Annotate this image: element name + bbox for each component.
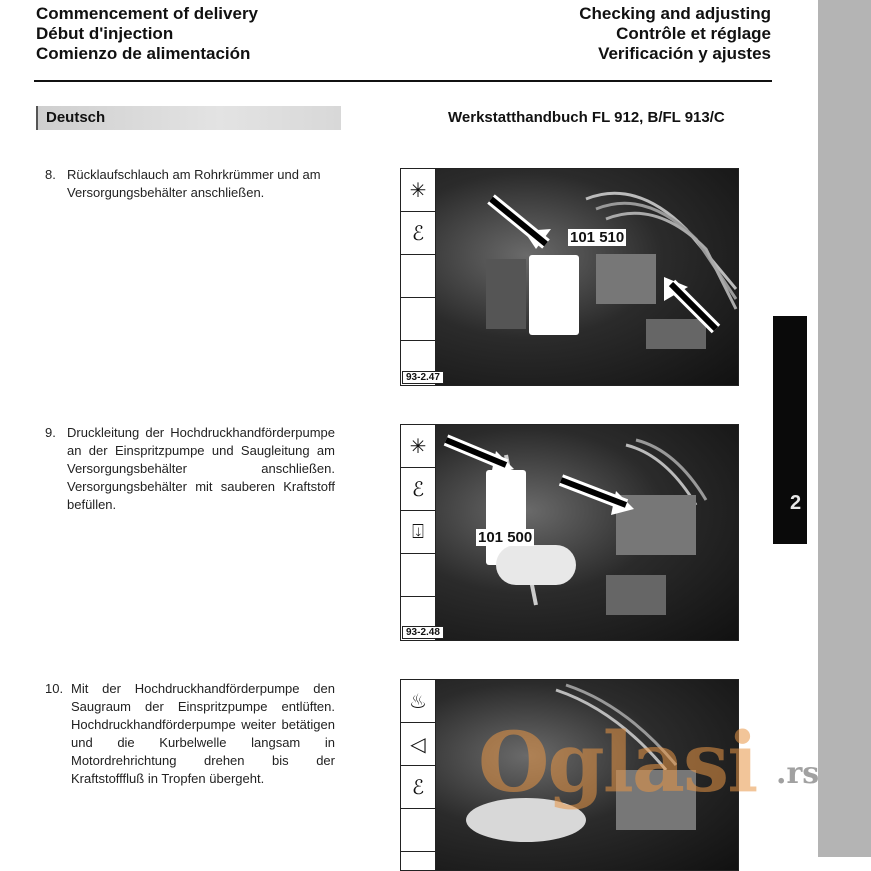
hand [496,545,576,585]
language-label: Deutsch [46,109,106,126]
empty-icon-cell [401,255,435,298]
wrench-icon: ℰ [401,766,435,809]
step-number: 9. [45,425,56,440]
header-right-line: Checking and adjusting [579,4,771,23]
figure-1 [400,168,739,386]
step-number: 8. [45,167,56,182]
fill-container-icon: ⍗ [401,511,435,554]
header-right-line: Contrôle et réglage [616,24,771,43]
angle-icon: ◁ [401,723,435,766]
step-number: 10. [45,681,64,696]
step-text: Druckleitung der Hochdruckhandförderpumpe an der Einspritzpumpe und Saugleitung am Versorgungsbehälter anschließen. Versorgungsbehälter mit sauberen Kraftstoff befüllen. [67,425,335,512]
watermark-logo: Oglasi [478,715,757,811]
part-number-label: 101 500 [478,529,533,546]
header-right-line: Verificación y ajustes [598,44,771,63]
empty-icon-cell [401,554,435,597]
chapter-number: 2 [790,492,802,514]
figure-2 [400,424,739,641]
engine-photo [436,425,738,640]
empty-icon-cell [401,298,435,341]
header-left [36,4,258,64]
supply-container [529,255,579,335]
empty-icon-cell [401,809,435,852]
header-rule [34,80,772,82]
figure-icon-column [401,680,436,870]
figure-icon-column [401,425,436,640]
watermark-tld: .rs [776,756,820,791]
header-left-line: Commencement of delivery [36,4,259,23]
heat-vent-icon: ♨ [401,680,435,723]
wrench-icon: ℰ [401,212,435,255]
header-left-line: Début d'injection [36,24,174,43]
fuel-injector-icon: ✳ [401,425,435,468]
header-left-line: Comienzo de alimentación [36,44,251,63]
figure-icon-column [401,169,436,385]
wrench-icon: ℰ [401,468,435,511]
step-text: Rücklaufschlauch am Rohrkrümmer und am Versorgungsbehälter anschließen. [67,167,321,200]
engine-photo [436,169,738,385]
page-edge-strip [818,0,871,857]
manual-title: Werkstatthandbuch FL 912, B/FL 913/C [448,109,725,126]
part-number-label: 101 510 [570,229,625,246]
header-right [579,4,771,64]
fuel-injector-icon: ✳ [401,169,435,212]
figure-label: 93-2.48 [402,626,444,639]
figure-label: 93-2.47 [402,371,444,384]
step-text: Mit der Hochdruckhandförderpumpe den Saugraum der Einspritzpumpe entlüften. Hochdruckhandförderpumpe weiter betätigen und die Kurbelwelle langsam in Motordrehrichtung drehen bis der Kraftstofffluß in Tropfen übergeht. [71,681,335,786]
language-banner [36,106,341,130]
engine-pipes [436,169,738,385]
